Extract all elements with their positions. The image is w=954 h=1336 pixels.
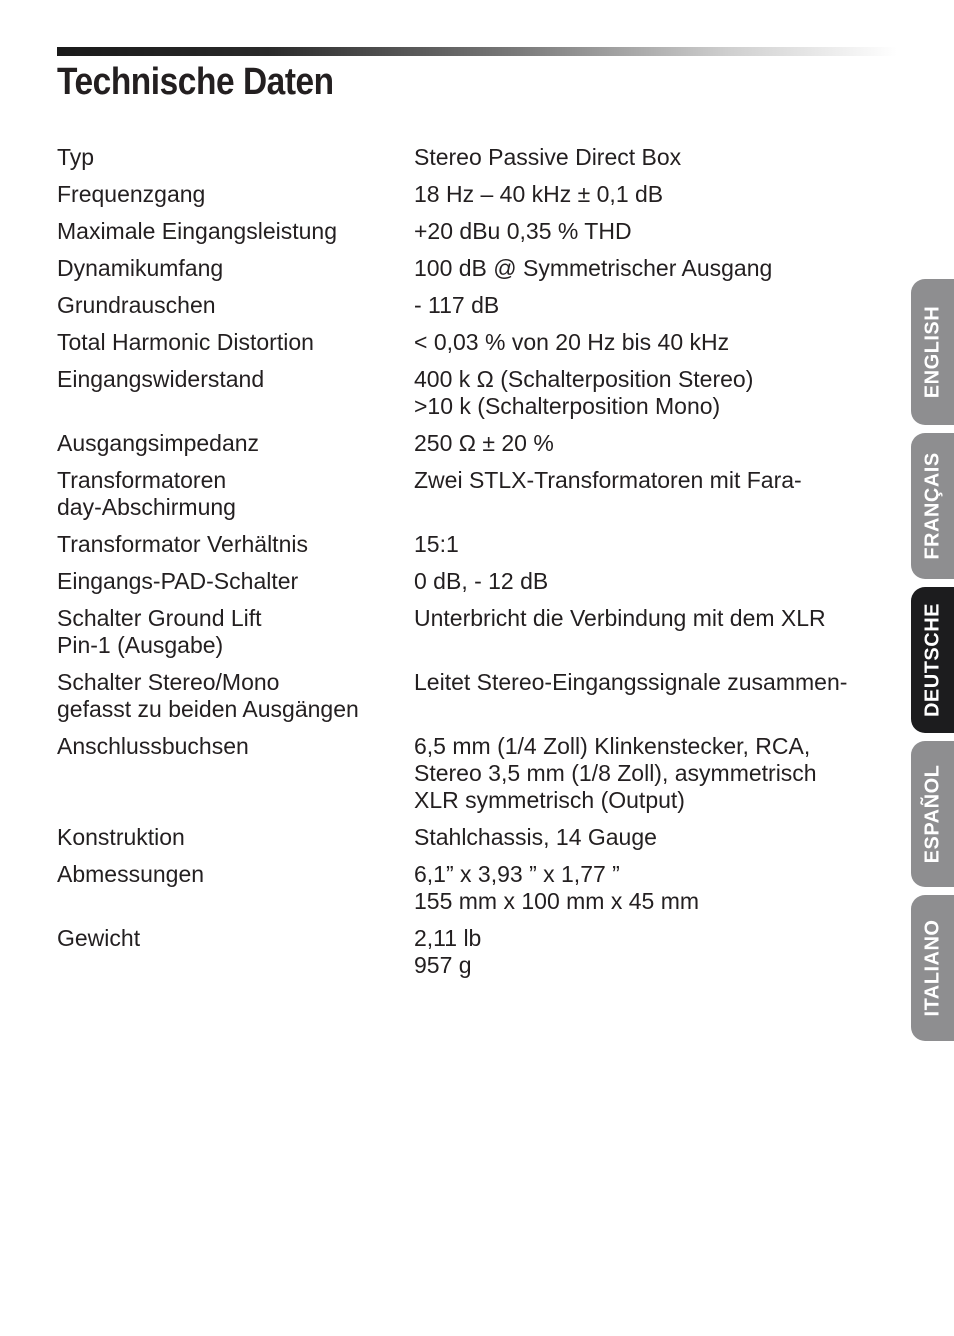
spec-row: [57, 218, 887, 245]
spec-value: 18 Hz – 40 kHz ± 0,1 dB: [414, 181, 664, 207]
spec-table: [57, 144, 887, 989]
tab-deutsche-label: DEUTSCHE: [921, 602, 943, 718]
spec-label: Abmessungen: [57, 861, 205, 887]
tab-espanol[interactable]: [911, 741, 954, 887]
spec-row: [57, 329, 887, 356]
spec-value: 2,11 lb 957 g: [414, 925, 482, 978]
spec-label: Schalter Stereo/Mono gefasst zu beiden Ausgängen: [57, 669, 359, 722]
spec-row: [57, 255, 887, 282]
spec-row: [57, 733, 887, 814]
spec-row: [57, 366, 887, 420]
spec-value: 6,1” x 3,93 ” x 1,77 ” 155 mm x 100 mm x 45 mm: [414, 861, 700, 914]
spec-label: Eingangswiderstand: [57, 366, 265, 392]
spec-label: Schalter Ground Lift Pin-1 (Ausgabe): [57, 605, 262, 658]
spec-value: 400 k Ω (Schalterposition Stereo) >10 k (Schalterposition Mono): [414, 366, 754, 419]
spec-value: Stahlchassis, 14 Gauge: [414, 824, 657, 850]
spec-value: Stereo Passive Direct Box: [414, 144, 682, 170]
spec-row: [57, 181, 887, 208]
header-gradient-bar: [57, 47, 897, 56]
spec-value: Leitet Stereo-Eingangssignale zusammen-: [414, 669, 848, 695]
spec-value: 100 dB @ Symmetrischer Ausgang: [414, 255, 773, 281]
spec-value: Unterbricht die Verbindung mit dem XLR: [414, 605, 826, 631]
spec-row: [57, 568, 887, 595]
spec-row: [57, 467, 887, 521]
spec-value: - 117 dB: [414, 292, 500, 318]
tab-deutsche[interactable]: [911, 587, 954, 733]
spec-row: [57, 824, 887, 851]
spec-label: Anschlussbuchsen: [57, 733, 249, 759]
tab-italiano[interactable]: [911, 895, 954, 1041]
tab-italiano-label: ITALIANO: [921, 919, 943, 1017]
tab-english-label: ENGLISH: [921, 305, 943, 399]
spec-label: Dynamikumfang: [57, 255, 224, 281]
spec-value: +20 dBu 0,35 % THD: [414, 218, 632, 244]
spec-label: Ausgangsimpedanz: [57, 430, 260, 456]
spec-row: [57, 430, 887, 457]
tab-francais-label: FRANÇAIS: [921, 452, 943, 560]
spec-label: Transformator Verhältnis: [57, 531, 308, 557]
spec-value: < 0,03 % von 20 Hz bis 40 kHz: [414, 329, 730, 355]
spec-label: Typ: [57, 144, 95, 170]
spec-row: [57, 531, 887, 558]
spec-row: [57, 925, 887, 979]
spec-row: [57, 605, 887, 659]
spec-label: Eingangs-PAD-Schalter: [57, 568, 299, 594]
spec-label: Grundrauschen: [57, 292, 216, 318]
page-title: Technische Daten: [57, 61, 334, 103]
spec-row: [57, 669, 887, 723]
spec-label: Gewicht: [57, 925, 141, 951]
spec-value: 15:1: [414, 531, 459, 557]
spec-row: [57, 861, 887, 915]
spec-row: [57, 292, 887, 319]
spec-value: 250 Ω ± 20 %: [414, 430, 554, 456]
spec-label: Maximale Eingangsleistung: [57, 218, 337, 244]
tab-francais[interactable]: [911, 433, 954, 579]
spec-row: [57, 144, 887, 171]
spec-value: 0 dB, - 12 dB: [414, 568, 549, 594]
tab-espanol-label: ESPAÑOL: [921, 764, 943, 864]
spec-label: Konstruktion: [57, 824, 185, 850]
spec-value: 6,5 mm (1/4 Zoll) Klinkenstecker, RCA, Stereo 3,5 mm (1/8 Zoll), asymmetrisch XLR symmetrisch (Output): [414, 733, 817, 813]
spec-value: Zwei STLX-Transformatoren mit Fara-: [414, 467, 802, 493]
spec-label: Frequenzgang: [57, 181, 206, 207]
spec-label: Transformatoren day-Abschirmung: [57, 467, 236, 520]
tab-english[interactable]: [911, 279, 954, 425]
spec-label: Total Harmonic Distortion: [57, 329, 314, 355]
